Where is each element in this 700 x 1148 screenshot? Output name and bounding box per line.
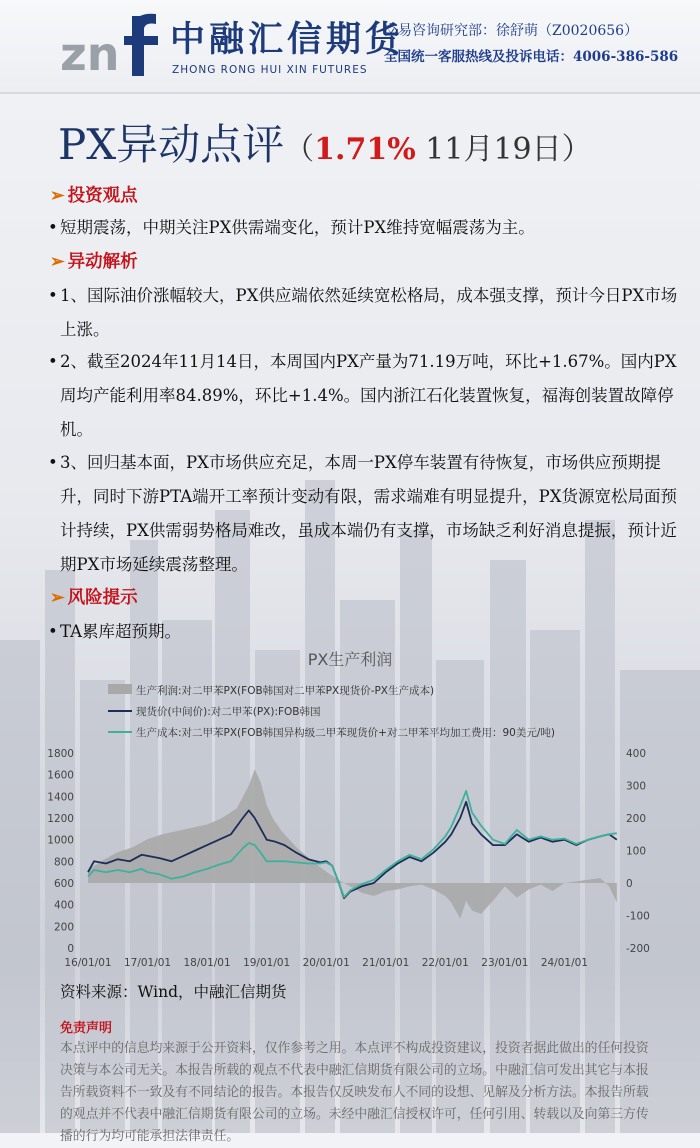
y-right-tick-label: 200 bbox=[626, 813, 647, 825]
y-left-tick-label: 1800 bbox=[47, 748, 74, 760]
y-right-tick-label: 0 bbox=[626, 878, 633, 890]
list-item: • 短期震荡，中期关注PX供需端变化，预计PX维持宽幅震荡为主。 bbox=[48, 211, 678, 245]
section-heading-risk: ➢ 风险提示 bbox=[50, 588, 138, 608]
y-right-tick-label: 400 bbox=[626, 748, 647, 760]
company-logo bbox=[60, 10, 172, 80]
title-date: 11月19日 bbox=[415, 132, 562, 167]
disclaimer-text: 本点评中的信息均来源于公开资料，仅作参考之用。本点评不构成投资建议，投资者据此做出的任何投资决策与本公司无关。本报告所载的观点不代表中融汇信期货有限公司的立场。中融汇信可发出其它与本报告所载资料不一致及有不同结论的报告。本报告仅反映发布人不同的设想、见解及分析方法。本报告所载的观点并不代表中融汇信期货有限公司的立场。未经中融汇信授权许可，任何引用、转载以及向第三方传播的行为均可能承担法律责任。 bbox=[60, 1041, 649, 1144]
y-right-tick-label: -200 bbox=[626, 943, 650, 955]
list-item: • 1、国际油价涨幅较大，PX供应端依然延续宽松格局，成本强支撑，预计今日PX市场上涨。 bbox=[48, 279, 678, 347]
x-tick-label: 20/01/01 bbox=[302, 957, 350, 969]
company-name-cn: 中融汇信期货 bbox=[170, 20, 405, 60]
hotline-info: 全国统一客服热线及投诉电话：4006-386-586 bbox=[384, 49, 679, 65]
y-right-tick-label: 300 bbox=[626, 780, 647, 793]
section-heading-analysis: ➢ 异动解析 bbox=[50, 252, 138, 272]
x-tick-label: 24/01/01 bbox=[540, 957, 588, 969]
legend-label: 生产利润:对二甲苯PX(FOB韩国对二甲苯PX现货价-PX生产成本) bbox=[136, 685, 435, 697]
y-right-tick-label: -100 bbox=[626, 910, 650, 923]
legend-swatch bbox=[108, 684, 132, 694]
list-item: • TA累库超预期。 bbox=[48, 615, 678, 649]
y-right-tick-label: 100 bbox=[626, 845, 647, 858]
list-item: • 3、回归基本面，PX市场供应充足，本周一PX停车装置有待恢复，市场供应预期提升，同时下游PTA端开工率预计变动有限，需求端难有明显提升，PX货源宽松局面预计持续，PX供需弱势格局难改，虽成本端仍有支撑，市场缺乏利好消息提振，预计近期PX市场延续震荡整理。 bbox=[48, 446, 678, 582]
y-left-tick-label: 1000 bbox=[47, 834, 74, 847]
analyst-info: 交易咨询研究部：徐舒萌（Z0020656） bbox=[384, 23, 639, 39]
y-left-tick-label: 0 bbox=[67, 943, 74, 955]
disclaimer-heading: 免责声明 bbox=[60, 1021, 113, 1036]
y-left-tick-label: 800 bbox=[53, 856, 74, 869]
y-left-tick-label: 400 bbox=[53, 899, 74, 912]
list-item: • 2、截至2024年11月14日，本周国内PX产量为71.19万吨，环比+1.67%。国内PX周均产能利用率84.89%，环比+1.4%。国内浙江石化装置恢复，福海创装置故障停机。 bbox=[48, 345, 678, 447]
bullet-icon: • bbox=[48, 453, 58, 472]
chart-title: PX生产利润 bbox=[307, 650, 393, 669]
y-left-tick-label: 1400 bbox=[47, 791, 74, 804]
page-title bbox=[58, 112, 592, 172]
title-close-paren: ） bbox=[561, 132, 592, 167]
legend-label: 生产成本:对二甲苯PX(FOB韩国异构级二甲苯现货价+对二甲苯平均加工费用：90美元/吨) bbox=[136, 727, 555, 739]
title-open-paren: （ bbox=[284, 132, 315, 167]
section-heading-view: ➢ 投资观点 bbox=[50, 186, 138, 206]
bullet-icon: • bbox=[48, 352, 58, 371]
header bbox=[0, 0, 700, 94]
x-tick-label: 23/01/01 bbox=[481, 957, 529, 969]
profit-area-series bbox=[88, 769, 617, 919]
data-source: 资料来源：Wind，中融汇信期货 bbox=[60, 983, 287, 1001]
arrow-right-icon: ➢ bbox=[50, 252, 65, 272]
company-name-en: ZHONG RONG HUI XIN FUTURES bbox=[172, 64, 368, 76]
px-profit-chart bbox=[40, 640, 660, 980]
legend-label: 现货价(中间价):对二甲苯(PX):FOB韩国 bbox=[136, 706, 321, 718]
x-tick-label: 18/01/01 bbox=[183, 957, 231, 969]
title-main: PX异动点评 bbox=[58, 120, 285, 169]
x-tick-label: 16/01/01 bbox=[64, 957, 112, 969]
bullet-icon: • bbox=[48, 286, 58, 305]
y-left-tick-label: 1200 bbox=[47, 813, 74, 825]
x-tick-label: 17/01/01 bbox=[123, 957, 172, 969]
y-left-tick-label: 600 bbox=[53, 878, 74, 890]
y-left-tick-label: 200 bbox=[53, 921, 74, 934]
x-tick-label: 22/01/01 bbox=[421, 957, 469, 969]
arrow-right-icon: ➢ bbox=[50, 588, 65, 608]
arrow-right-icon: ➢ bbox=[50, 186, 65, 206]
x-tick-label: 21/01/01 bbox=[362, 957, 410, 969]
y-left-tick-label: 1600 bbox=[47, 769, 74, 782]
title-change-pct: 1.71% bbox=[314, 132, 416, 167]
bullet-icon: • bbox=[48, 218, 58, 237]
svg-text:zn: zn bbox=[60, 27, 120, 80]
x-tick-label: 19/01/01 bbox=[243, 957, 291, 969]
bullet-icon: • bbox=[48, 622, 58, 641]
